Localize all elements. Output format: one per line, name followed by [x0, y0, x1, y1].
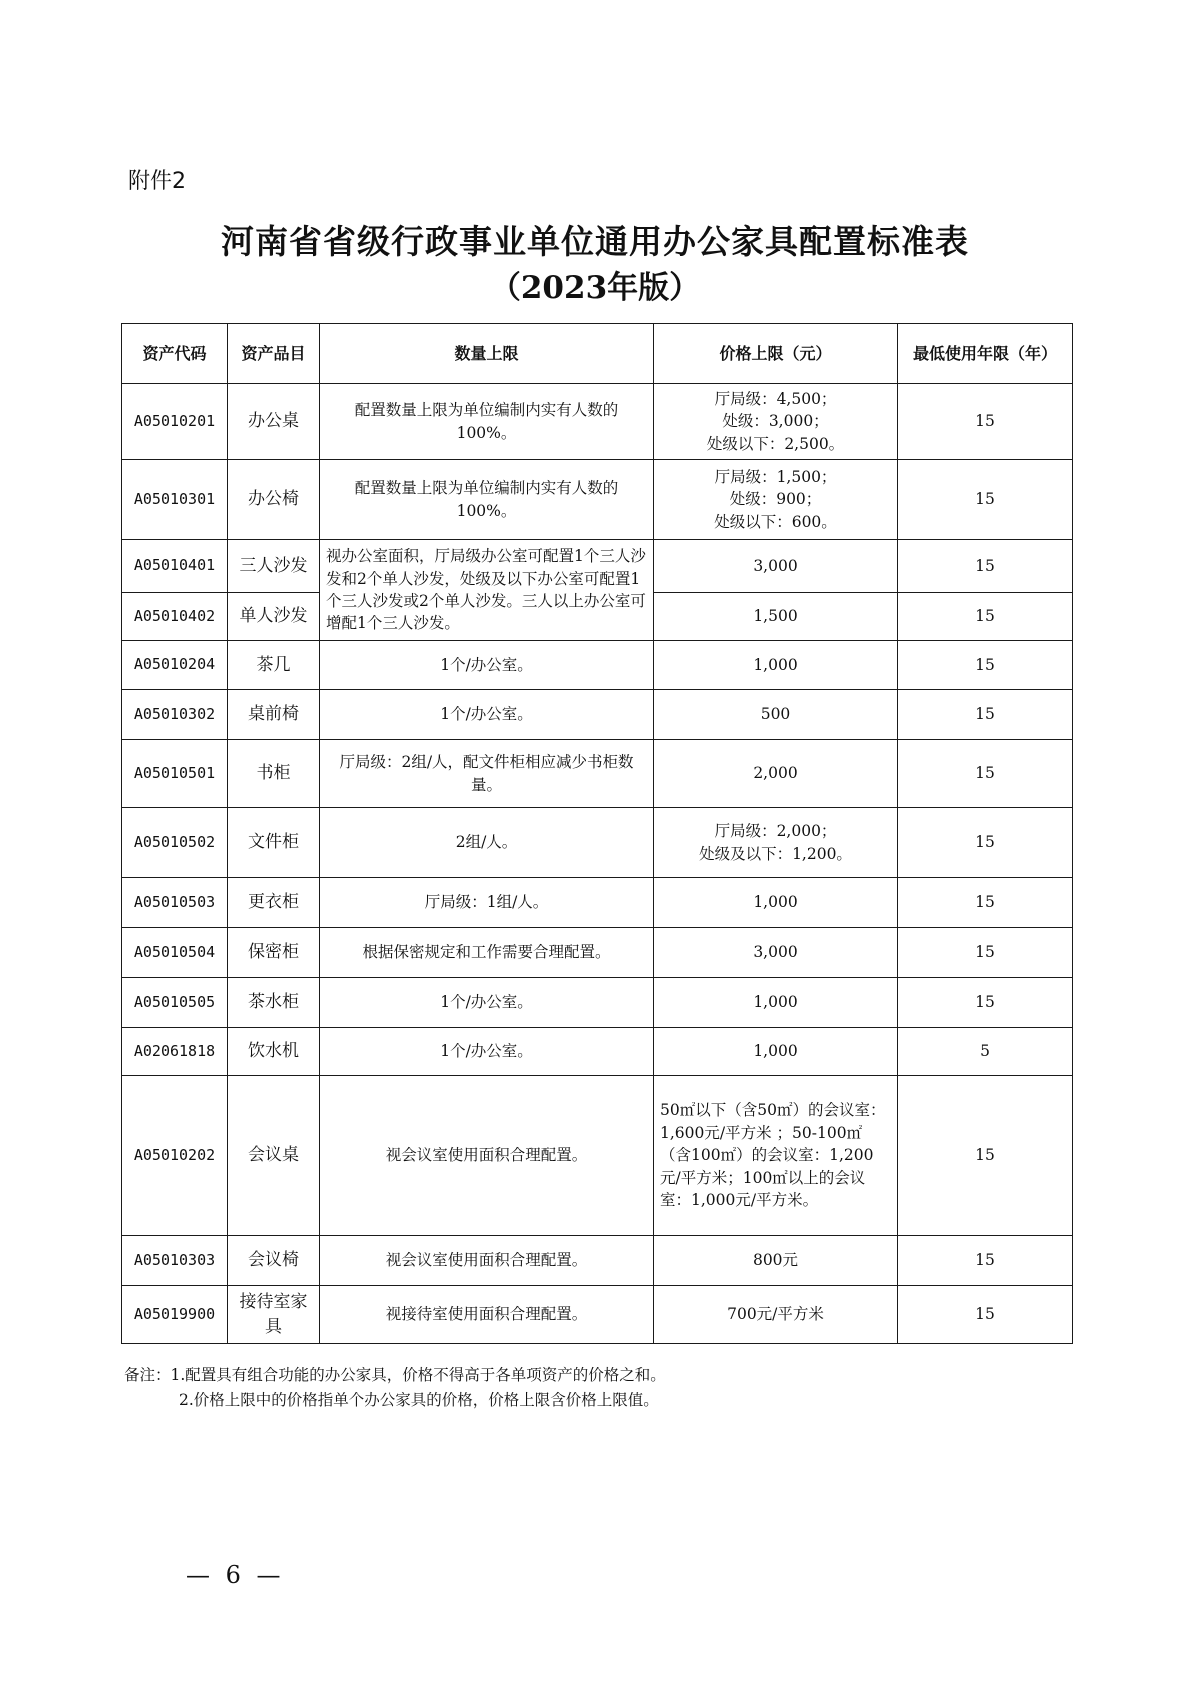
price-limit: 1,500	[654, 593, 898, 641]
asset-item: 办公椅	[228, 460, 320, 540]
header-quantity-limit: 数量上限	[320, 324, 654, 384]
asset-code: A05010505	[122, 978, 228, 1028]
quantity-limit: 1个/办公室。	[320, 641, 654, 690]
asset-code: A05010402	[122, 593, 228, 641]
quantity-limit: 视会议室使用面积合理配置。	[320, 1236, 654, 1286]
price-limit: 2,000	[654, 740, 898, 808]
min-years: 15	[898, 384, 1073, 460]
asset-code: A05010502	[122, 808, 228, 878]
asset-item: 接待室家具	[228, 1286, 320, 1344]
min-years: 15	[898, 1286, 1073, 1344]
asset-code: A02061818	[122, 1028, 228, 1076]
table-header-row	[122, 324, 1073, 384]
asset-item: 文件柜	[228, 808, 320, 878]
asset-item: 更衣柜	[228, 878, 320, 928]
asset-item: 保密柜	[228, 928, 320, 978]
table-row	[122, 690, 1073, 740]
price-limit: 厅局级：4,500； 处级：3,000； 处级以下：2,500。	[654, 384, 898, 460]
price-limit: 1,000	[654, 641, 898, 690]
table-row	[122, 1236, 1073, 1286]
price-limit: 厅局级：1,500； 处级：900； 处级以下：600。	[654, 460, 898, 540]
asset-code: A05010204	[122, 641, 228, 690]
min-years: 15	[898, 740, 1073, 808]
quantity-limit: 视接待室使用面积合理配置。	[320, 1286, 654, 1344]
price-limit: 500	[654, 690, 898, 740]
min-years: 15	[898, 641, 1073, 690]
price-limit: 1,000	[654, 878, 898, 928]
min-years: 15	[898, 690, 1073, 740]
header-asset-code: 资产代码	[122, 324, 228, 384]
quantity-limit: 1个/办公室。	[320, 690, 654, 740]
asset-item: 会议椅	[228, 1236, 320, 1286]
quantity-limit: 视办公室面积，厅局级办公室可配置1个三人沙发和2个单人沙发，处级及以下办公室可配置1个三人沙发或2个单人沙发。三人以上办公室可增配1个三人沙发。	[320, 540, 654, 641]
document-subtitle: （2023年版）	[489, 270, 701, 306]
table-row	[122, 1076, 1073, 1236]
table-row	[122, 540, 1073, 593]
document-title: 河南省省级行政事业单位通用办公家具配置标准表	[221, 222, 969, 261]
asset-code: A05010504	[122, 928, 228, 978]
asset-item: 茶几	[228, 641, 320, 690]
table-row	[122, 928, 1073, 978]
asset-item: 饮水机	[228, 1028, 320, 1076]
min-years: 5	[898, 1028, 1073, 1076]
asset-code: A05010301	[122, 460, 228, 540]
asset-code: A05010501	[122, 740, 228, 808]
asset-item: 三人沙发	[228, 540, 320, 593]
furniture-standard-table	[121, 323, 1073, 1344]
min-years: 15	[898, 540, 1073, 593]
min-years: 15	[898, 978, 1073, 1028]
asset-item: 单人沙发	[228, 593, 320, 641]
min-years: 15	[898, 808, 1073, 878]
asset-code: A05010302	[122, 690, 228, 740]
quantity-limit: 2组/人。	[320, 808, 654, 878]
price-limit: 1,000	[654, 978, 898, 1028]
quantity-limit: 厅局级：1组/人。	[320, 878, 654, 928]
quantity-limit: 1个/办公室。	[320, 978, 654, 1028]
asset-code: A05010303	[122, 1236, 228, 1286]
asset-code: A05010201	[122, 384, 228, 460]
quantity-limit: 厅局级：2组/人，配文件柜相应减少书柜数量。	[320, 740, 654, 808]
table-row	[122, 460, 1073, 540]
header-min-years: 最低使用年限（年）	[898, 324, 1073, 384]
asset-item: 桌前椅	[228, 690, 320, 740]
asset-item: 书柜	[228, 740, 320, 808]
min-years: 15	[898, 593, 1073, 641]
asset-item: 茶水柜	[228, 978, 320, 1028]
price-limit: 厅局级：2,000； 处级及以下：1,200。	[654, 808, 898, 878]
table-row	[122, 978, 1073, 1028]
min-years: 15	[898, 928, 1073, 978]
table-row	[122, 1028, 1073, 1076]
price-limit: 700元/平方米	[654, 1286, 898, 1344]
min-years: 15	[898, 1076, 1073, 1236]
notes	[124, 1363, 666, 1413]
table-row	[122, 740, 1073, 808]
min-years: 15	[898, 460, 1073, 540]
note-1: 备注：1.配置具有组合功能的办公家具，价格不得高于各单项资产的价格之和。	[124, 1366, 666, 1384]
asset-code: A05010202	[122, 1076, 228, 1236]
table-row	[122, 641, 1073, 690]
quantity-limit: 1个/办公室。	[320, 1028, 654, 1076]
price-limit: 1,000	[654, 1028, 898, 1076]
price-limit: 3,000	[654, 540, 898, 593]
min-years: 15	[898, 878, 1073, 928]
price-limit: 50㎡以下（含50㎡）的会议室：1,600元/平方米 ；50-100㎡（含100㎡）的会议室：1,200元/平方米；100㎡以上的会议室：1,000元/平方米。	[654, 1076, 898, 1236]
asset-item: 办公桌	[228, 384, 320, 460]
min-years: 15	[898, 1236, 1073, 1286]
table-row	[122, 808, 1073, 878]
price-limit: 3,000	[654, 928, 898, 978]
price-limit: 800元	[654, 1236, 898, 1286]
asset-code: A05010401	[122, 540, 228, 593]
asset-code: A05010503	[122, 878, 228, 928]
quantity-limit: 配置数量上限为单位编制内实有人数的100%。	[320, 384, 654, 460]
asset-item: 会议桌	[228, 1076, 320, 1236]
header-price-limit: 价格上限（元）	[654, 324, 898, 384]
quantity-limit: 视会议室使用面积合理配置。	[320, 1076, 654, 1236]
table-row	[122, 384, 1073, 460]
asset-code: A05019900	[122, 1286, 228, 1344]
page-number: — 6 —	[186, 1561, 285, 1589]
table-row	[122, 1286, 1073, 1344]
table-row	[122, 878, 1073, 928]
attachment-label: 附件2	[128, 169, 186, 194]
quantity-limit: 配置数量上限为单位编制内实有人数的100%。	[320, 460, 654, 540]
quantity-limit: 根据保密规定和工作需要合理配置。	[320, 928, 654, 978]
header-asset-item: 资产品目	[228, 324, 320, 384]
note-2: 2.价格上限中的价格指单个办公家具的价格，价格上限含价格上限值。	[179, 1390, 659, 1409]
